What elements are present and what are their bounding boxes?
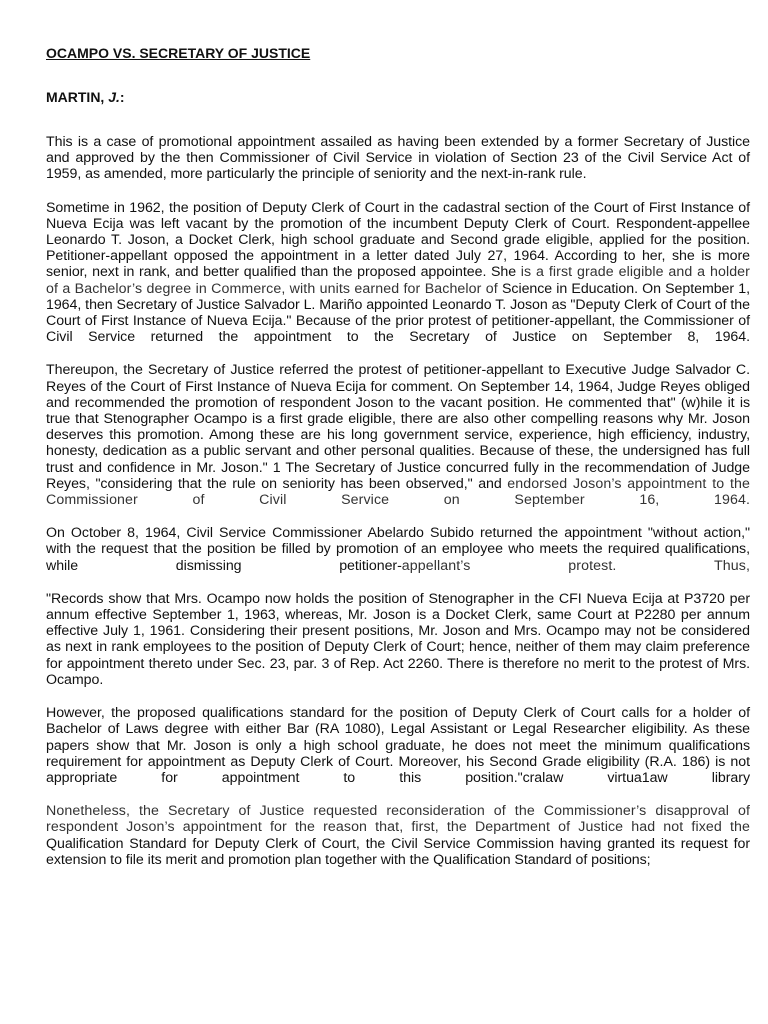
paragraph-2-part-1: Sometime in 1962, the position of Deputy Clerk of Court in the cadastral section of the Court of First Instance of Nueva Ecija was left vacant by the promotion of the incumbent Deputy Clerk of Court. Respondent-appellee Leonardo T. Joson, a Docket Clerk, high school graduate and Second grade eligible, applied for the position. Petitioner-appellant opposed the appointment in a letter dated July 27, 1964. According to her, she is more senior, next in rank, and better qualified than the proposed appointee. She <box>46 199 750 281</box>
paragraph-4-part-1: On October 8, 1964, Civil Service Commissioner Abelardo Subido returned the appointment "without action," with the request that the position be filled by promotion of an employee who meets the required qualifications, while dismissing petitioner- <box>46 525 750 574</box>
ponente-line <box>46 88 750 106</box>
paragraph-1: This is a case of promotional appointment assailed as having been extended by a former Secretary of Justice and approved by the then Commissioner of Civil Service in violation of Section 23 of the Civil Service Act of 1959, as amended, more particularly the principle of seniority and the next-in-rank rule. <box>46 134 750 183</box>
paragraph-7-part-2: Qualification Standard for Deputy Clerk of Court, the Civil Service Commission having granted its request for extension to file its merit and promotion plan together with the Qualification Standard of positions; <box>46 835 750 868</box>
paragraph-4-part-2: appellant’s protest. Thus, <box>401 557 750 574</box>
paragraph-4 <box>46 525 750 574</box>
paragraph-3-part-1: Thereupon, the Secretary of Justice referred the protest of petitioner-appellant to Executive Judge Salvador C. Reyes of the Court of First Instance of Nueva Ecija for comment. On September 14, 1964, Judge Reyes obliged and recommended the promotion of respondent Joson to the vacant position. He commented that" (w)hile it is true that Stenographer Ocampo is a first grade eligible, there are also other compelling reasons why Mr. Joson deserves this promotion. Among these are his long government service, experience, high efficiency, industry, honesty, dedication as a public servant and other personal qualities. Because of these, the undersigned has full trust and confidence in Mr. Joson." 1 The Secretary of Justice concurred fully in the recommendation of Judge Reyes, "considering that the rule on seniority has been observed," and <box>46 362 750 492</box>
paragraph-3 <box>46 362 750 508</box>
paragraph-3-part-2: endorsed Joson’s appointment to the Commissioner of Civil Service on September 16, 1964. <box>46 475 750 509</box>
paragraph-6: However, the proposed qualifications standard for the position of Deputy Clerk of Court calls for a holder of Bachelor of Laws degree with either Bar (RA 1080), Legal Assistant or Legal Researcher eligibility. As these papers show that Mr. Joson is only a high school graduate, he does not meet the minimum qualifications requirement for appointment as Deputy Clerk of Court. Moreover, his Second Grade eligibility (R.A. 186) is not appropriate for appointment to this position."cralaw virtua1aw library <box>46 705 750 786</box>
case-title: OCAMPO VS. SECRETARY OF JUSTICE <box>46 45 311 61</box>
paragraph-2 <box>46 200 750 346</box>
ponente-title: J. <box>108 89 120 105</box>
paragraph-7 <box>46 803 750 868</box>
ponente-name: MARTIN, <box>46 89 109 105</box>
paragraph-7-part-1: Nonetheless, the Secretary of Justice requested reconsideration of the Commissioner’s disapproval of respondent Joson’s appointment for the reason that, first, the Department of Justice had not fixed the <box>46 803 750 836</box>
ponente-suffix: : <box>119 89 125 105</box>
paragraph-2-part-2: is a first grade eligible and a holder of a Bachelor’s degree in Commerce, with units earned for Bachelor of <box>46 264 750 297</box>
paragraph-5: "Records show that Mrs. Ocampo now holds the position of Stenographer in the CFI Nueva Ecija at P3720 per annum effective September 1, 1963, whereas, Mr. Joson is a Docket Clerk, same Court at P2280 per annum effective July 1, 1961. Considering their present positions, Mr. Joson and Mrs. Ocampo may not be considered as next in rank employees to the position of Deputy Clerk of Court; hence, neither of them may claim preference for appointment thereto under Sec. 23, par. 3 of Rep. Act 2260. There is therefore no merit to the protest of Mrs. Ocampo. <box>46 590 750 688</box>
paragraph-2-part-3: Science in Education. On September 1, 1964, then Secretary of Justice Salvador L. Mariño appointed Leonardo T. Joson as "Deputy Clerk of Court of the Court of First Instance of Nueva Ecija." Because of the prior protest of petitioner-appellant, the Commissioner of Civil Service returned the appointment to the Secretary of Justice on September 8, 1964. <box>46 280 750 346</box>
